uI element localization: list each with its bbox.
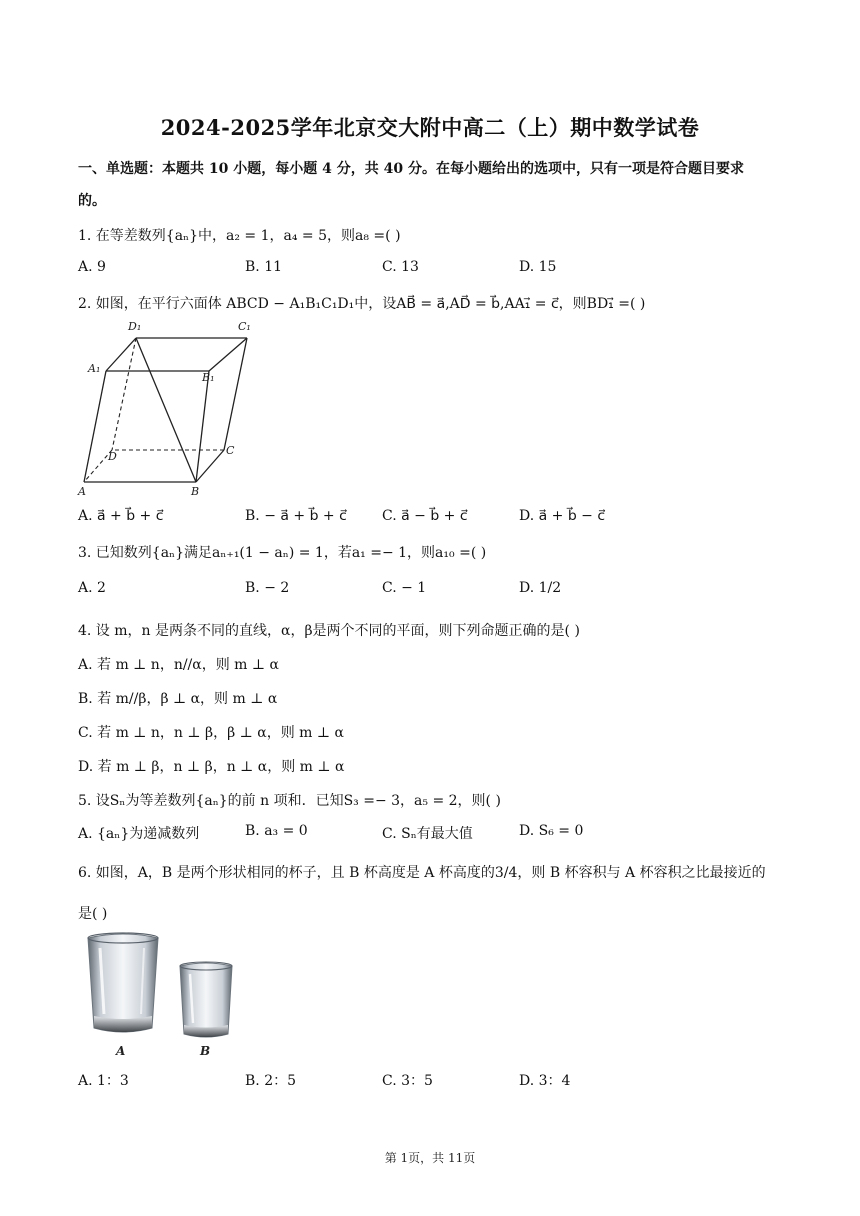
question-6-option-d: D. 3：4 xyxy=(519,1073,571,1089)
question-6-stem-line2: 是( ) xyxy=(78,906,108,922)
question-1-option-d: D. 15 xyxy=(519,259,557,275)
cup-label-b: B xyxy=(200,1044,211,1058)
question-6-options xyxy=(78,1070,778,1090)
question-2-option-b: B. − a⃗ + b⃗ + c⃗ xyxy=(245,508,347,524)
vertex-label-b1: B₁ xyxy=(202,371,215,384)
vertex-label-c1: C₁ xyxy=(238,320,251,333)
question-1-option-b: B. 11 xyxy=(245,259,283,275)
vertex-label-b: B xyxy=(191,485,200,498)
question-5-option-c: C. Sₙ有最大值 xyxy=(382,826,473,842)
question-6-option-b: B. 2：5 xyxy=(245,1073,297,1089)
question-6-option-c: C. 3：5 xyxy=(382,1073,433,1089)
question-6-option-a: A. 1：3 xyxy=(78,1073,129,1089)
question-3-options xyxy=(78,580,778,600)
question-3-option-b: B. − 2 xyxy=(245,580,290,596)
parallelepiped-figure xyxy=(72,314,262,500)
vertex-label-a1: A₁ xyxy=(88,362,101,375)
question-1-options xyxy=(78,259,778,279)
question-4-option-a: A. 若 m ⊥ n，n//α，则 m ⊥ α xyxy=(78,657,279,673)
section-instruction-line1: 一、单选题：本题共 10 小题，每小题 4 分，共 40 分。在每小题给出的选项中，只有一项是符合题目要求 xyxy=(78,161,744,177)
question-1-option-a: A. 9 xyxy=(78,259,106,275)
question-2-stem: 2. 如图，在平行六面体 ABCD − A₁B₁C₁D₁中，设AB⃗ = a⃗,AD⃗ = b⃗,AA₁⃗ = c⃗，则BD₁⃗ =( ) xyxy=(78,296,646,312)
vertex-label-d1: D₁ xyxy=(128,320,142,333)
question-2-options xyxy=(78,508,778,528)
page-footer: 第 1页，共 11页 xyxy=(384,1151,476,1165)
question-5-option-d: D. S₆ = 0 xyxy=(519,823,584,839)
question-2-option-a: A. a⃗ + b⃗ + c⃗ xyxy=(78,508,164,524)
question-5-options xyxy=(78,823,778,843)
question-4-option-d: D. 若 m ⊥ β，n ⊥ β，n ⊥ α，则 m ⊥ α xyxy=(78,759,345,775)
question-2-option-c: C. a⃗ − b⃗ + c⃗ xyxy=(382,508,468,524)
question-4-option-b: B. 若 m//β，β ⊥ α，则 m ⊥ α xyxy=(78,691,278,707)
cups-figure xyxy=(80,930,240,1060)
section-instruction-line2: 的。 xyxy=(78,193,106,209)
glass-a-image xyxy=(84,932,163,1042)
cup-label-a: A xyxy=(116,1044,126,1058)
question-3-option-c: C. − 1 xyxy=(382,580,427,596)
vertex-label-d: D xyxy=(108,450,117,463)
question-3-stem: 3. 已知数列{aₙ}满足aₙ₊₁(1 − aₙ) = 1，若a₁ =− 1，则a₁₀ =( ) xyxy=(78,545,487,561)
question-2-option-d: D. a⃗ + b⃗ − c⃗ xyxy=(519,508,606,524)
question-6-stem-line1: 6. 如图，A，B 是两个形状相同的杯子，且 B 杯高度是 A 杯高度的3/4，则 B 杯容积与 A 杯容积之比最接近的 xyxy=(78,865,766,881)
vertex-label-c: C xyxy=(226,444,235,457)
question-5-stem: 5. 设Sₙ为等差数列{aₙ}的前 n 项和．已知S₃ =− 3，a₅ = 2，则( ) xyxy=(78,793,501,809)
question-5-option-b: B. a₃ = 0 xyxy=(245,823,308,839)
page-title: 2024-2025学年北京交大附中高二（上）期中数学试卷 xyxy=(160,115,700,140)
question-4-stem: 4. 设 m，n 是两条不同的直线，α，β是两个不同的平面，则下列命题正确的是( ) xyxy=(78,623,580,639)
question-3-option-d: D. 1/2 xyxy=(519,580,562,596)
question-1-stem: 1. 在等差数列{aₙ}中，a₂ = 1，a₄ = 5，则a₈ =( ) xyxy=(78,228,401,244)
question-5-option-a: A. {aₙ}为递减数列 xyxy=(78,826,200,842)
vertex-label-a: A xyxy=(78,485,86,498)
question-1-option-c: C. 13 xyxy=(382,259,419,275)
glass-b-image xyxy=(176,960,236,1042)
question-3-option-a: A. 2 xyxy=(78,580,106,596)
question-4-option-c: C. 若 m ⊥ n，n ⊥ β，β ⊥ α，则 m ⊥ α xyxy=(78,725,344,741)
